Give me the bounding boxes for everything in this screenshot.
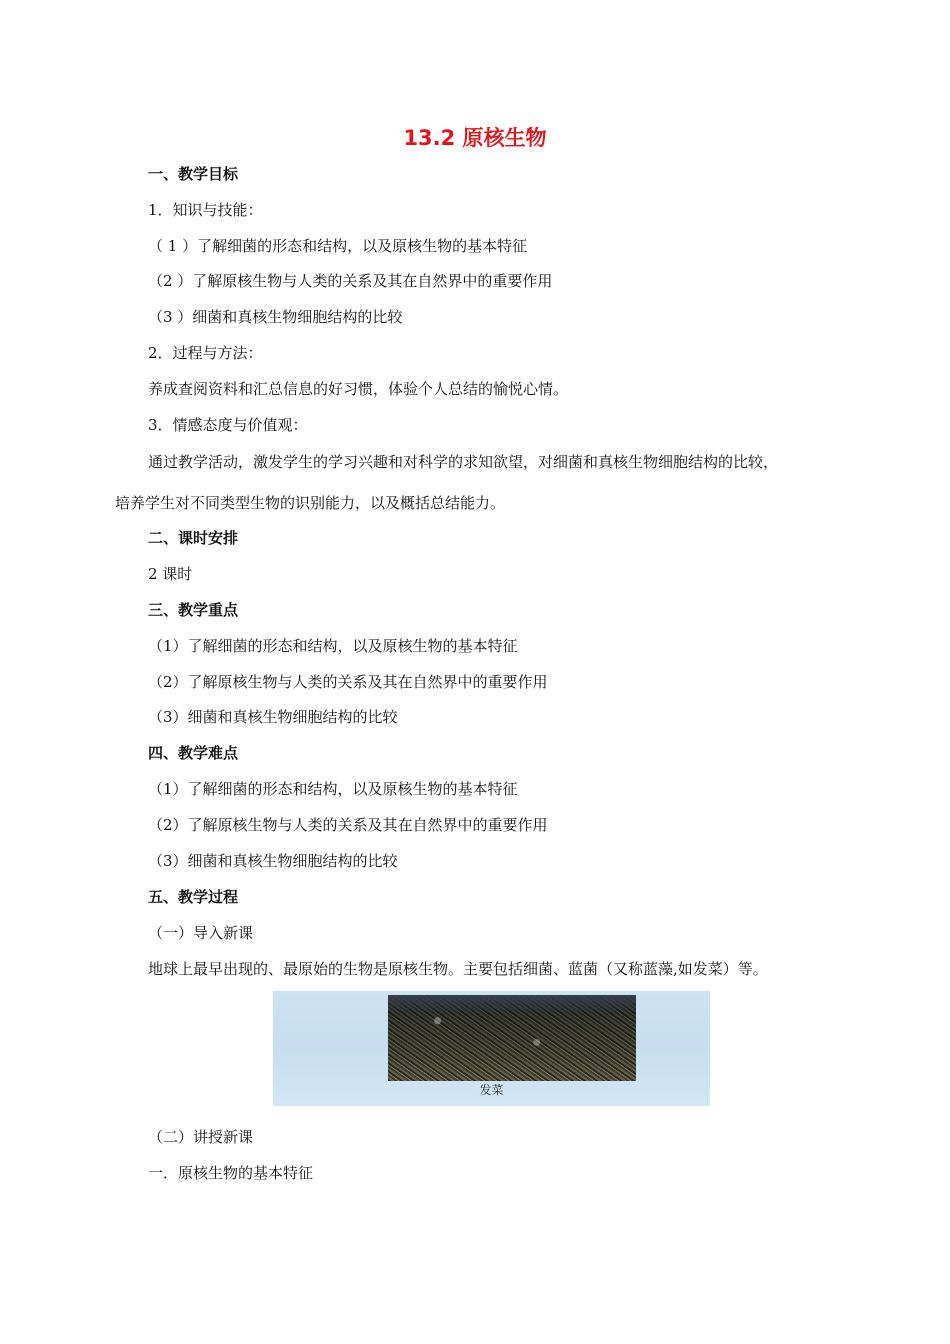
- subheading-intro: （一）导入新课: [148, 924, 254, 942]
- paragraph: 地球上最早出现的、最原始的生物是原核生物。主要包括细菌、蓝菌（又称蓝藻,如发菜）等。: [148, 960, 768, 978]
- subheading-new-lesson: （二）讲授新课: [148, 1128, 254, 1146]
- section-heading-schedule: 二、课时安排: [148, 529, 239, 547]
- paragraph: 一．原核生物的基本特征: [148, 1164, 314, 1182]
- figure-caption: 发菜: [479, 1083, 504, 1097]
- figure-frame: [273, 991, 710, 1106]
- list-item: （2）了解原核生物与人类的关系及其在自然界中的重要作用: [148, 673, 548, 691]
- page-title: 13.2 原核生物: [403, 126, 547, 150]
- list-item: （3）细菌和真核生物细胞结构的比较: [148, 708, 398, 726]
- section-heading-process: 五、教学过程: [148, 888, 239, 906]
- paragraph: 2 课时: [148, 565, 193, 583]
- section-heading-difficulties: 四、教学难点: [148, 744, 239, 762]
- subheading-process: 2．过程与方法：: [148, 344, 263, 362]
- list-item: （2）了解原核生物与人类的关系及其在自然界中的重要作用: [148, 816, 548, 834]
- objective-item: （ 1 ）了解细菌的形态和结构，以及原核生物的基本特征: [148, 237, 528, 255]
- subheading-knowledge: 1．知识与技能：: [148, 201, 263, 219]
- list-item: （1）了解细菌的形态和结构，以及原核生物的基本特征: [148, 637, 518, 655]
- section-heading-key-points: 三、教学重点: [148, 601, 239, 619]
- paragraph: 培养学生对不同类型生物的识别能力，以及概括总结能力。: [115, 494, 506, 512]
- list-item: （3）细菌和真核生物细胞结构的比较: [148, 852, 398, 870]
- subheading-attitude: 3．情感态度与价值观：: [148, 416, 308, 434]
- objective-item: （3 ）细菌和真核生物细胞结构的比较: [148, 308, 403, 326]
- paragraph: 养成查阅资料和汇总信息的好习惯，体验个人总结的愉悦心情。: [148, 380, 569, 398]
- objective-item: （2 ）了解原核生物与人类的关系及其在自然界中的重要作用: [148, 272, 553, 290]
- list-item: （1）了解细菌的形态和结构，以及原核生物的基本特征: [148, 780, 518, 798]
- nostoc-photo: [388, 995, 636, 1081]
- paragraph: 通过教学活动，激发学生的学习兴趣和对科学的求知欲望，对细菌和真核生物细胞结构的比较，: [148, 453, 779, 471]
- section-heading-objectives: 一、教学目标: [148, 165, 239, 183]
